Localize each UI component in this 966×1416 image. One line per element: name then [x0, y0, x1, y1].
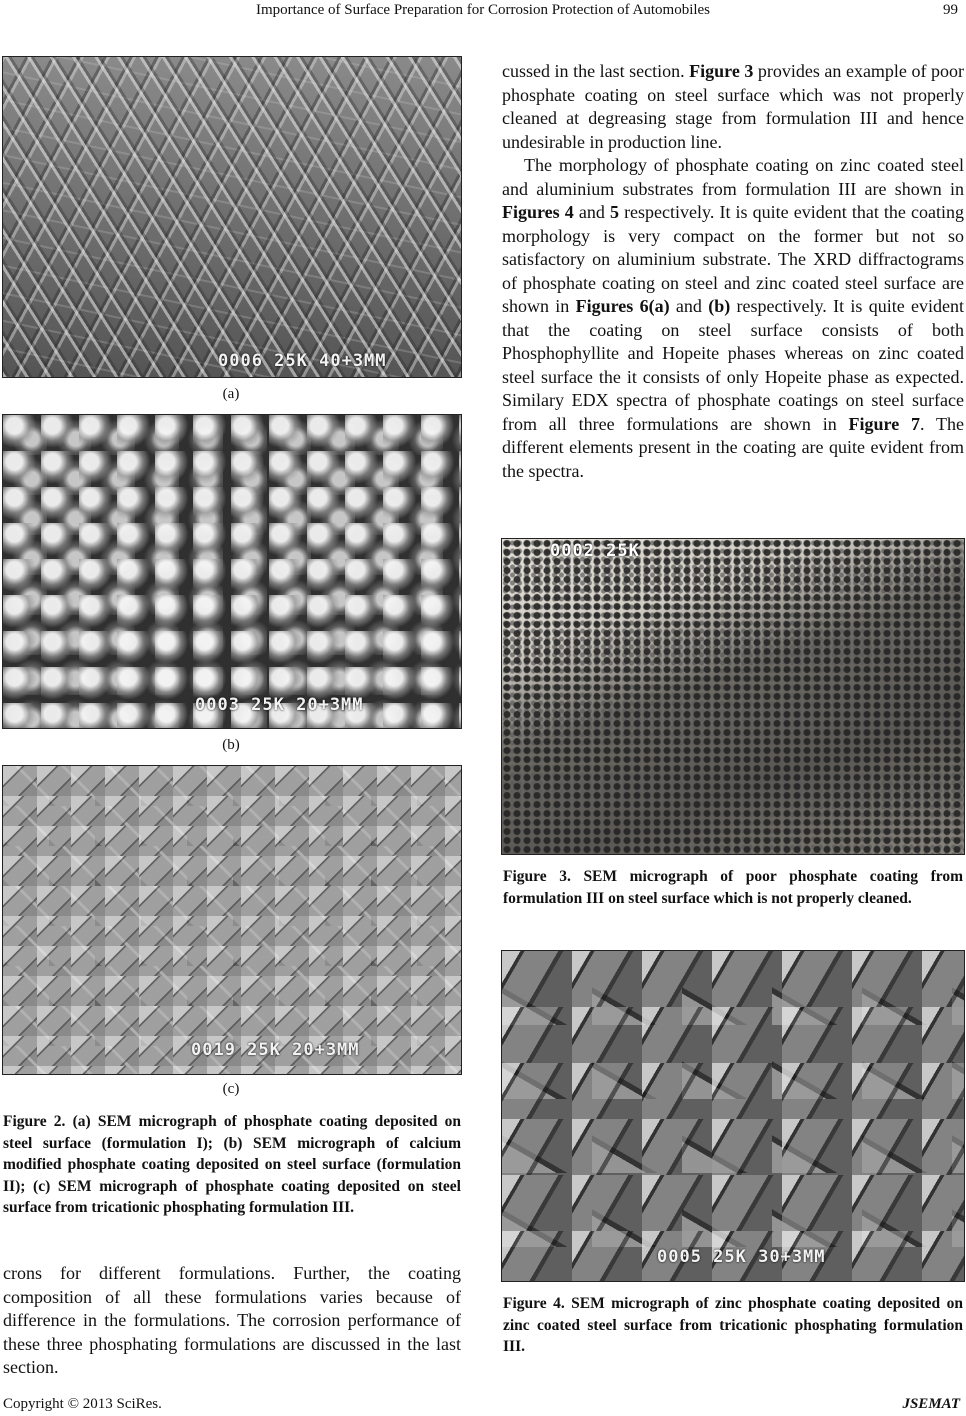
figure4-caption: Figure 4. SEM micrograph of zinc phosphate coating deposited on zinc coated steel surface from tricationic phosphating formulation III.	[503, 1295, 963, 1355]
figure2b-micrograph	[2, 414, 462, 729]
figure2-caption: Figure 2. (a) SEM micrograph of phosphate coating deposited on steel surface (formulation I); (b) SEM micrograph of calcium modified phosphate coating deposited on steel surface (formulation II); (c) SEM micrograph of phosphate coating deposited on steel surface from tricationic phosphating formulation III.	[3, 1113, 461, 1216]
figure2c-scale-text: 0019 25K 20+3MM	[191, 1040, 360, 1060]
para1-text-1: cussed in the last section.	[502, 61, 690, 81]
figure2b-scale-text: 0003 25K 20+3MM	[195, 695, 364, 715]
page-header	[0, 0, 966, 30]
para2-text-3: respectively. It is quite evident that the coating morphology is very compact on the former but not so satisfactory on aluminium substrate. The XRD diffractograms of phosphate coating on steel and zinc coated steel surface are shown in	[502, 202, 964, 316]
page-number: 99	[943, 2, 958, 18]
figure2a-label: (a)	[222, 386, 240, 402]
left-paragraph-text: crons for different formulations. Further, the coating composition of all these formulations varies because of difference in the formulations. The corrosion performance of these three phosphating formulations are discussed in the last section.	[3, 1263, 461, 1377]
figure3-micrograph	[501, 538, 965, 855]
para1-text-2: provides an example of poor phosphate coating on steel surface which was not properly cleaned at degreasing stage from formulation III and hence undesirable in production line.	[502, 61, 964, 152]
figure2a-scale-text: 0006 25K 40+3MM	[218, 351, 387, 371]
right-paragraph-2	[502, 154, 964, 483]
copyright-notice: Copyright © 2013 SciRes.	[3, 1396, 162, 1412]
figure4-scale-text: 0005 25K 30+3MM	[657, 1247, 826, 1267]
para2-text-2: and	[573, 202, 610, 222]
para2-ref-figure5: 5	[609, 202, 619, 222]
journal-abbreviation: JSEMAT	[902, 1396, 960, 1412]
para2-text-6: . The different elements present in the coating are quite evident from the spectra.	[502, 413, 964, 481]
figure3-caption: Figure 3. SEM micrograph of poor phosphate coating from formulation III on steel surface which is not properly cleaned.	[503, 868, 963, 907]
para2-text-5: respectively. It is quite evident that the coating on steel surface consists of both Phosphophyllite and Hopeite phases whereas on zinc coated steel surface the it consists of only Hopeite phase as expected. Similary EDX spectra of phosphate coatings on steel surface from all three formulations are shown in	[502, 296, 964, 434]
para1-ref-figure3: Figure 3	[689, 61, 754, 81]
para2-text-1: The morphology of phosphate coating on zinc coated steel and aluminium substrates from formulation III are shown in	[502, 155, 964, 199]
figure3-scale-text: 0002 25K	[550, 541, 640, 561]
figure2b-label: (b)	[222, 737, 240, 753]
para2-text-4: and	[669, 296, 709, 316]
running-title: Importance of Surface Preparation for Corrosion Protection of Automobiles	[255, 2, 711, 18]
right-column-text	[502, 60, 964, 483]
figure2a-micrograph	[2, 56, 462, 378]
left-column-paragraph	[3, 1262, 461, 1380]
para2-ref-figure6a: Figures 6(a)	[575, 296, 670, 316]
figure2c-micrograph	[2, 765, 462, 1075]
figure2c-label: (c)	[222, 1081, 240, 1097]
right-paragraph-1	[502, 60, 964, 154]
figure4-micrograph	[501, 950, 965, 1282]
para2-ref-figure4: Figures 4	[502, 202, 574, 222]
para2-ref-figure6b: (b)	[708, 296, 731, 316]
para2-ref-figure7: Figure 7	[848, 413, 921, 434]
